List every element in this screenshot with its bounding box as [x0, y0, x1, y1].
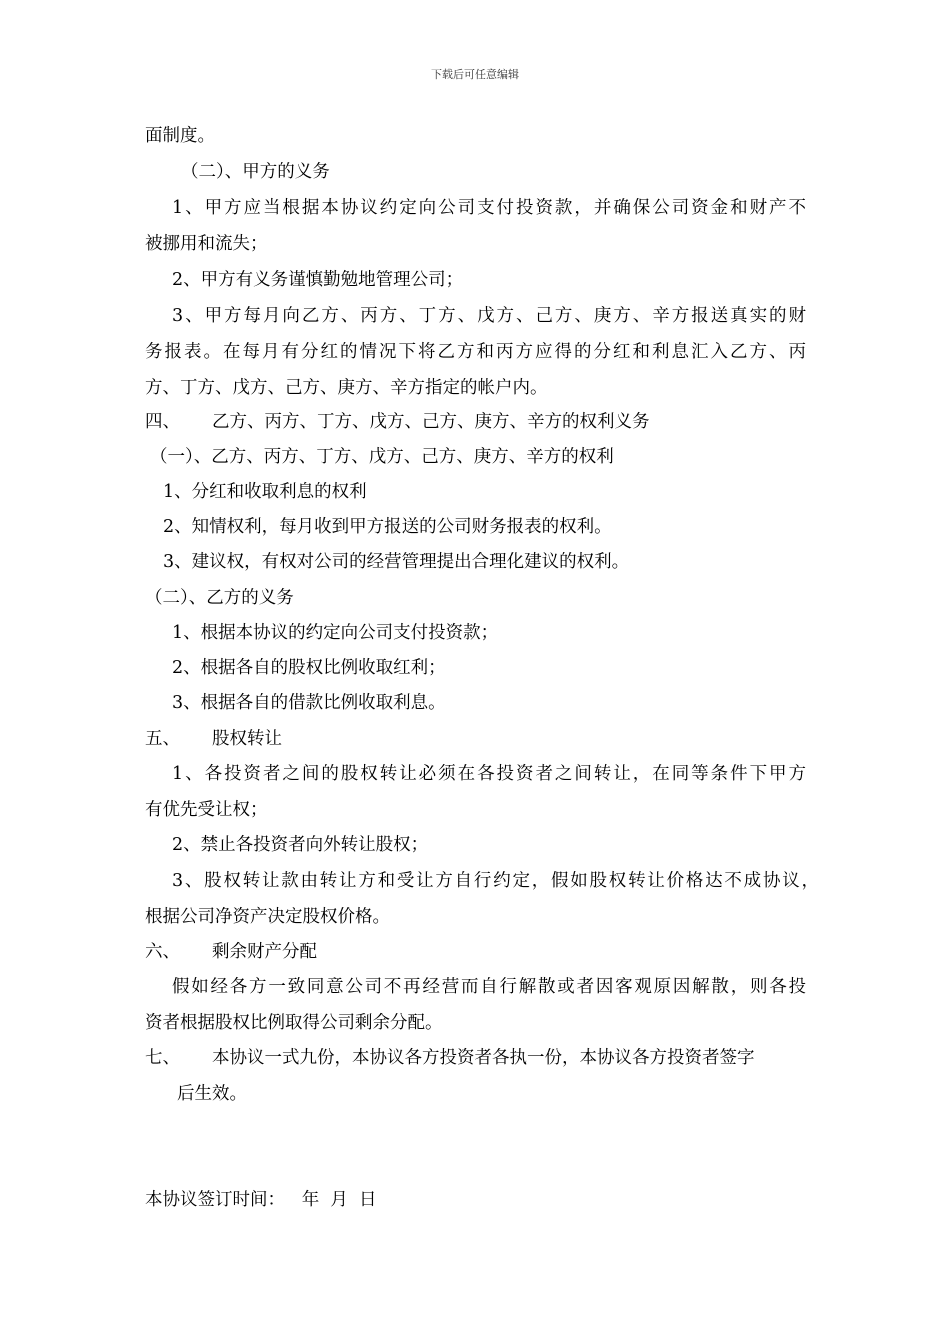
- section-text: 本协议一式九份，本协议各方投资者各执一份，本协议各方投资者签字: [212, 1048, 755, 1068]
- section-number: 七、: [145, 1048, 180, 1068]
- paragraph-line: 3、根据各自的借款比例收取利息。: [172, 693, 446, 713]
- paragraph-line: 假如经各方一致同意公司不再经营而自行解散或者因客观原因解散，则各投: [172, 977, 806, 997]
- signing-date: 本协议签订时间： 年 月 日: [145, 1190, 377, 1210]
- section-title: 乙方、丙方、丁方、戊方、己方、庚方、辛方的权利义务: [212, 412, 650, 432]
- section-title: 剩余财产分配: [212, 942, 317, 962]
- paragraph-line: 1、根据本协议的约定向公司支付投资款；: [172, 623, 499, 643]
- paragraph-line: 面制度。: [145, 126, 215, 146]
- subsection-heading: （二）、甲方的义务: [181, 162, 330, 182]
- subsection-heading: （一）、乙方、丙方、丁方、戊方、己方、庚方、辛方的权利: [150, 447, 614, 467]
- section-heading: [145, 727, 282, 751]
- section-heading: [145, 1046, 755, 1070]
- paragraph-line: 资者根据股权比例取得公司剩余分配。: [145, 1013, 443, 1033]
- section-heading: [145, 940, 317, 964]
- paragraph-line: 3、股权转让款由转让方和受让方自行约定，假如股权转让价格达不成协议，: [172, 871, 819, 891]
- subsection-heading: （二）、乙方的义务: [145, 588, 294, 608]
- paragraph-line: 2、禁止各投资者向外转让股权；: [172, 835, 429, 855]
- paragraph-line: 务报表。在每月有分红的情况下将乙方和丙方应得的分红和利息汇入乙方、丙: [145, 342, 806, 362]
- paragraph-line: 2、根据各自的股权比例收取红利；: [172, 658, 446, 678]
- paragraph-line: 有优先受让权；: [145, 800, 268, 820]
- section-number: 四、: [145, 412, 180, 432]
- paragraph-line: 根据公司净资产决定股权价格。: [145, 907, 390, 927]
- paragraph-line: 1、各投资者之间的股权转让必须在各投资者之间转让，在同等条件下甲方: [172, 764, 806, 784]
- paragraph-line: 3、甲方每月向乙方、丙方、丁方、戊方、己方、庚方、辛方报送真实的财: [172, 306, 806, 326]
- section-title: 股权转让: [212, 729, 282, 749]
- page-header: 下载后可任意编辑: [431, 68, 519, 81]
- paragraph-line: 方、丁方、戊方、己方、庚方、辛方指定的帐户内。: [145, 378, 548, 398]
- paragraph-line: 3、建议权，有权对公司的经营管理提出合理化建议的权利。: [163, 552, 630, 572]
- paragraph-line: 被挪用和流失；: [145, 234, 268, 254]
- paragraph-line: 2、甲方有义务谨慎勤勉地管理公司；: [172, 270, 464, 290]
- section-number: 五、: [145, 729, 180, 749]
- section-number: 六、: [145, 942, 180, 962]
- paragraph-line: 1、甲方应当根据本协议约定向公司支付投资款，并确保公司资金和财产不: [172, 198, 806, 218]
- section-heading: [145, 410, 650, 434]
- paragraph-line: 2、知情权利，每月收到甲方报送的公司财务报表的权利。: [163, 517, 612, 537]
- paragraph-line: 后生效。: [177, 1084, 247, 1104]
- paragraph-line: 1、分红和收取利息的权利: [163, 482, 367, 502]
